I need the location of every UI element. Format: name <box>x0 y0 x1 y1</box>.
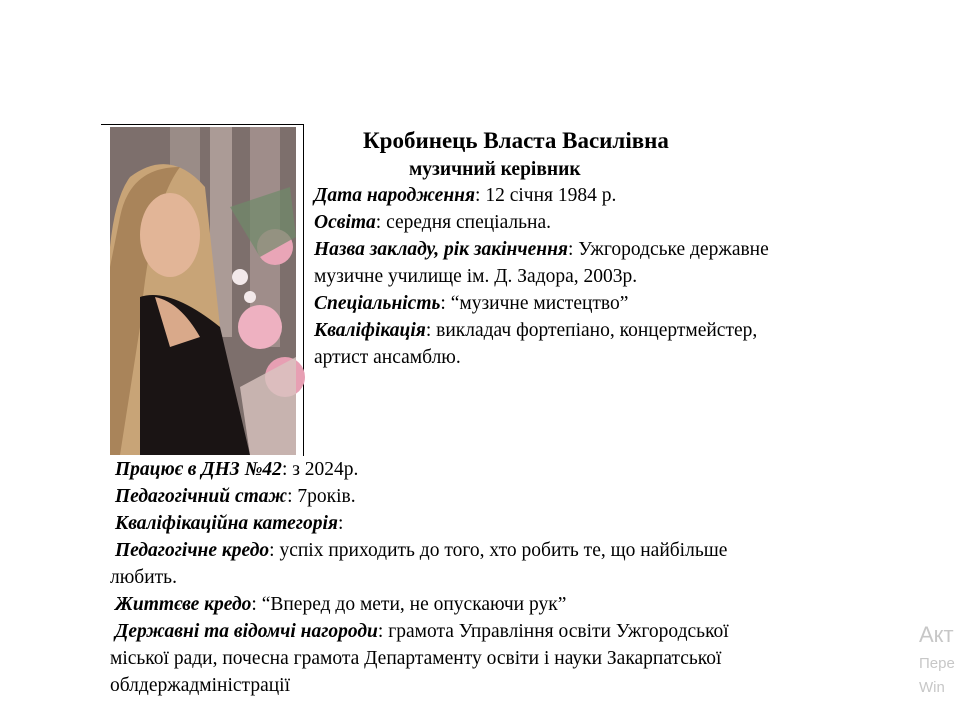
photo-frame <box>101 124 304 456</box>
life-credo-value: : “Вперед до мети, не опускаючи рук” <box>251 594 567 615</box>
awards-label: Державні та відомчі нагороди <box>115 621 378 642</box>
activation-watermark-line3: Win <box>919 679 945 696</box>
institution-line-2: музичне училище ім. Д. Задора, 2003р. <box>314 266 638 287</box>
birth-line <box>314 183 616 209</box>
institution-label: Назва закладу, рік закінчення <box>314 239 568 260</box>
experience-value: : 7років. <box>287 486 356 507</box>
experience-label: Педагогічний стаж <box>115 486 288 507</box>
category-value: : <box>337 513 344 534</box>
activation-watermark-title: Акт <box>919 622 954 647</box>
job-position: музичний керівник <box>409 159 581 180</box>
works-value: : з 2024р. <box>281 459 359 480</box>
education-value: : середня спеціальна. <box>375 212 552 233</box>
qualification-line-2: артист ансамблю. <box>314 347 461 368</box>
institution-value: : Ужгородське державне <box>567 239 769 260</box>
awards-value: : грамота Управління освіти Ужгородської <box>377 621 729 642</box>
experience-line <box>115 484 356 510</box>
ped-credo-line-2: любить. <box>110 567 177 588</box>
qualification-value: : викладач фортепіано, концертмейстер, <box>425 320 758 341</box>
works-line <box>115 457 358 483</box>
person-name: Кробинець Власта Василівна <box>363 128 669 153</box>
awards-line-2: міської ради, почесна грамота Департаменту освіти і науки Закарпатської <box>110 648 722 669</box>
awards-line <box>115 619 729 645</box>
specialty-line <box>314 291 628 317</box>
ped-credo-line <box>115 538 727 564</box>
life-credo-label: Життєве кредо <box>115 594 252 615</box>
category-line <box>115 511 343 537</box>
institution-line <box>314 237 769 263</box>
ped-credo-value: : успіх приходить до того, хто робить те, що найбільше <box>269 540 728 561</box>
portrait-photo <box>110 127 296 455</box>
birth-label: Дата народження <box>314 185 476 206</box>
awards-line-3: облдержадміністрації <box>110 675 290 696</box>
activation-watermark-line2: Пере <box>919 655 955 672</box>
ped-credo-label: Педагогічне кредо <box>115 540 270 561</box>
category-label: Кваліфікаційна категорія <box>115 513 338 534</box>
specialty-value: : “музичне мистецтво” <box>440 293 629 314</box>
life-credo-line <box>115 592 566 618</box>
education-label: Освіта <box>314 212 376 233</box>
works-label: Працює в ДНЗ №42 <box>115 459 282 480</box>
qualification-line <box>314 318 757 344</box>
birth-value: : 12 січня 1984 р. <box>475 185 617 206</box>
specialty-label: Спеціальність <box>314 293 441 314</box>
education-line <box>314 210 551 236</box>
qualification-label: Кваліфікація <box>314 320 426 341</box>
